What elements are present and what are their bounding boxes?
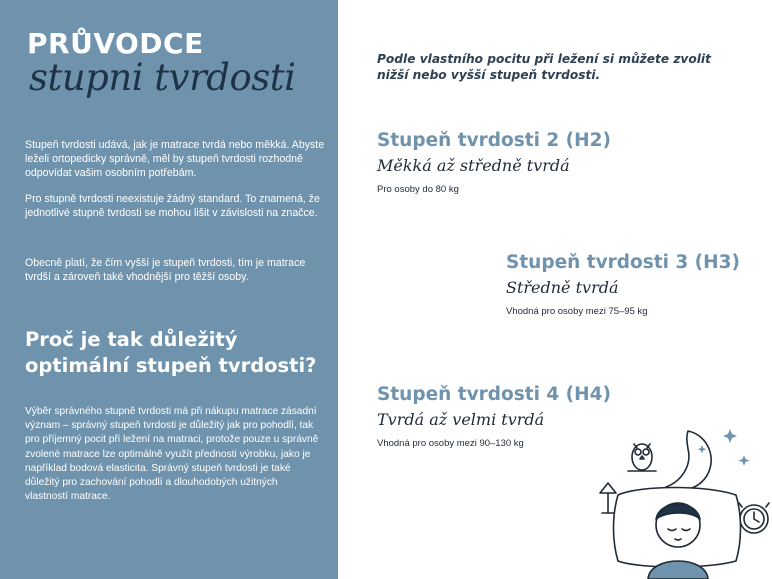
level-h2-subtitle: Měkká až středně tvrdá bbox=[377, 156, 570, 175]
moon-icon bbox=[666, 431, 711, 490]
alarm-clock-icon bbox=[739, 503, 769, 533]
level-h4-title: Stupeň tvrdosti 4 (H4) bbox=[377, 384, 611, 405]
level-h2-note: Pro osoby do 80 kg bbox=[377, 184, 459, 195]
level-h4-note: Vhodná pro osoby mezi 90–130 kg bbox=[377, 438, 524, 449]
owl-icon bbox=[628, 444, 656, 471]
intro-paragraph-2: Pro stupně tvrdosti neexistuje žádný standard. To znamená, že jednotlivé stupně tvrdosti se mohou lišit v závislosti na značce. bbox=[25, 193, 320, 220]
right-intro: Podle vlastního pocitu při ležení si můžete zvolit nižší nebo vyšší stupeň tvrdosti. bbox=[377, 52, 711, 82]
level-h3 bbox=[506, 252, 740, 317]
intro-paragraph-3: Obecně platí, že čím vyšší je stupeň tvrdosti, tím je matrace tvrdší a zároveň také vhodnější pro těžší osoby. bbox=[25, 257, 306, 284]
intro-paragraph-1: Stupeň tvrdosti udává, jak je matrace tvrdá nebo měkká. Abyste leželi ortopedicky správně, měl by stupeň tvrdosti rozhodně odpovídat vašim osobním potřebám. bbox=[25, 139, 325, 180]
page-subtitle-script: stupni tvrdosti bbox=[29, 56, 296, 99]
section-heading: Proč je tak důležitý optimální stupeň tvrdosti? bbox=[25, 328, 317, 377]
stars-icon bbox=[698, 429, 750, 466]
level-h2-title: Stupeň tvrdosti 2 (H2) bbox=[377, 130, 611, 151]
level-h3-note: Vhodná pro osoby mezi 75–95 kg bbox=[506, 306, 648, 317]
left-panel bbox=[0, 0, 338, 579]
lamp-icon bbox=[600, 483, 616, 513]
page-title: PRŮVODCE bbox=[27, 27, 204, 60]
level-h3-title: Stupeň tvrdosti 3 (H3) bbox=[506, 252, 740, 273]
level-h3-subtitle: Středně tvrdá bbox=[506, 278, 619, 297]
section-paragraph: Výběr správného stupně tvrdosti má při nákupu matrace zásadní význam – správný stupeň tvrdosti je důležitý jak pro pohodlí, tak pro příjemný pocit při ležení na matraci, protože pouze u správně zvolené matrace lze optimálně využít přednosti výrobku, jako je například bodová elasticita. Správný stupeň tvrdosti je také důležitý pro zachování pohodlí a dlouhodobých užitných vlastností matrace. bbox=[25, 406, 319, 503]
level-h4-subtitle: Tvrdá až velmi tvrdá bbox=[377, 410, 545, 429]
level-h2 bbox=[377, 130, 611, 195]
sleeping-person-illustration bbox=[590, 415, 772, 579]
level-h4 bbox=[377, 384, 611, 449]
right-panel bbox=[338, 0, 772, 579]
